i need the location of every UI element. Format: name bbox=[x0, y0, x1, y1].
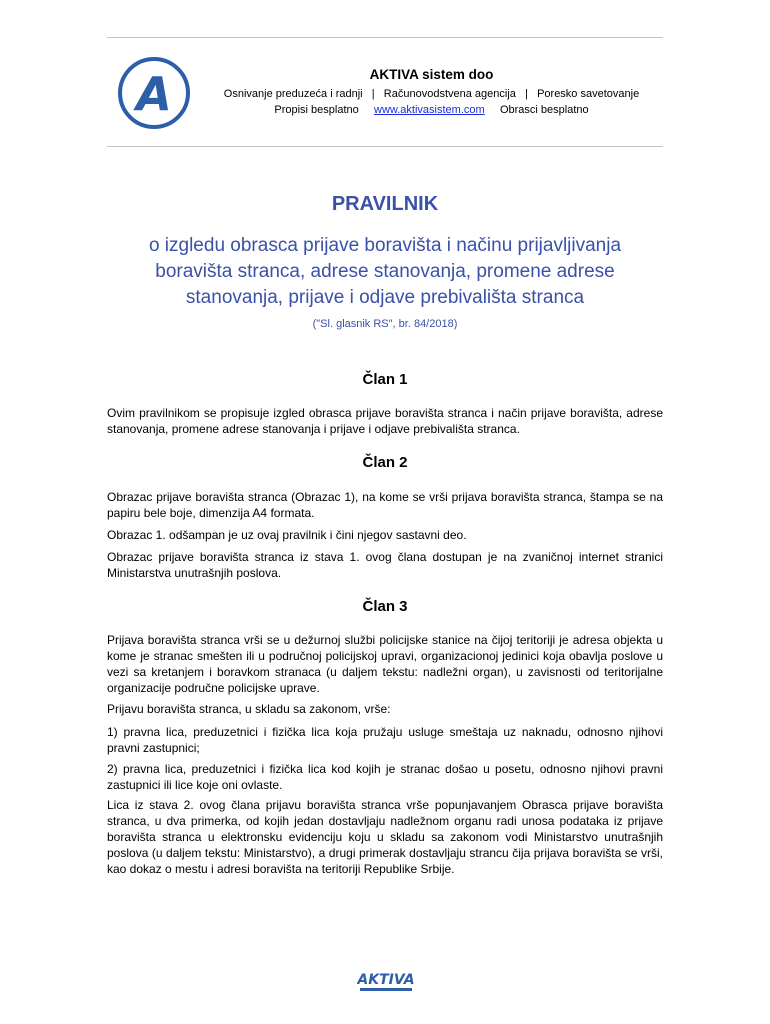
article-3-heading: Član 3 bbox=[362, 598, 408, 615]
subtitle-line: boravišta stranca, adrese stanovanja, promene adrese bbox=[155, 261, 615, 282]
article-3-paragraph-5: Lica iz stava 2. ovog člana prijavu boravišta stranca vrše popunjavanjem Obrasca prijave boravišta stranca, u dva primerka, od kojih jedan dostavljaju nadležnom organu radi unosa podataka iz prijave boravišta stranca u elektronsku evidenciju koju u skladu sa zakonom vodi Ministarstvo unutrašnjih poslova (u daljem tekstu: Ministarstvo), a drugi primerak dostavljaju strancu čija prijava boravišta se vrši, kao dokaz o mestu i adresi boravišta na teritoriji Republike Srbije. bbox=[107, 798, 663, 876]
article-3-paragraph-1: Prijava boravišta stranca vrši se u dežurnoj službi policijske stanice na čijoj teritoriji je adresa objekta u kome je stranac smešten ili u područnoj policijskoj upravi, organizacionoj jedinici koja obavlja poslove u vezi sa kretanjem i boravkom stranaca (u daljem tekstu: nadležni organ), u zavisnosti od teritorijalne organizacije područne policijske uprave. bbox=[107, 633, 663, 695]
subtitle-line: stanovanja, prijave i odjave prebivališta stranca bbox=[185, 287, 585, 308]
article-1-paragraph-1: Ovim pravilnikom se propisuje izgled obrasca prijave boravišta stranca i način prijave boravišta, adrese stanovanja, promene adrese stanovanja i prijave i odjave prebivališta stranca. bbox=[107, 406, 663, 436]
header-links bbox=[208, 102, 655, 118]
article-2-heading: Član 2 bbox=[362, 454, 408, 471]
article-2-paragraph-3: Obrazac prijave boravišta stranca iz stava 1. ovog člana dostupan je na zvaničnoj internet stranici Ministarstva unutrašnjih poslova. bbox=[107, 550, 663, 580]
services-line: Osnivanje preduzeća i radnji | Računovodstvena agencija | Poresko savetovanje bbox=[223, 88, 640, 100]
article-3-paragraph-2: Prijavu boravišta stranca, u skladu sa zakonom, vrše: bbox=[107, 702, 391, 716]
document-source: ("Sl. glasnik RS", br. 84/2018) bbox=[312, 318, 458, 330]
obrasci-link[interactable]: Obrasci besplatno bbox=[499, 104, 589, 116]
svg-text:AKTIVA: AKTIVA bbox=[357, 972, 415, 988]
company-header bbox=[208, 66, 655, 118]
aktiva-logo bbox=[117, 56, 191, 130]
website-link[interactable]: www.aktivasistem.com bbox=[374, 104, 485, 116]
article-2-paragraph-2: Obrazac 1. odšampan je uz ovaj pravilnik i čini njegov sastavni deo. bbox=[107, 528, 467, 542]
header-bottom-divider bbox=[107, 146, 663, 147]
svg-text:A: A bbox=[136, 67, 172, 121]
article-2-paragraph-1: Obrazac prijave boravišta stranca (Obrazac 1), na kome se vrši prijava boravišta stranca, štampa se na papiru bele boje, dimenzija A4 formata. bbox=[107, 490, 663, 520]
article-1-heading: Član 1 bbox=[362, 371, 408, 388]
document-subtitle bbox=[107, 233, 663, 311]
propisi-link[interactable]: Propisi besplatno bbox=[274, 104, 359, 116]
article-3-paragraph-4: 2) pravna lica, preduzetnici i fizička lica kod kojih je stranac došao u posetu, odnosno njihovi pravni zastupnici ili lice koje oni ovlaste. bbox=[107, 762, 663, 792]
footer-aktiva-logo bbox=[357, 968, 415, 996]
company-name: AKTIVA sistem doo bbox=[369, 67, 494, 82]
document-title: PRAVILNIK bbox=[331, 193, 439, 215]
subtitle-line: o izgledu obrasca prijave boravišta i načinu prijavljivanja bbox=[148, 235, 622, 256]
header-top-divider bbox=[107, 37, 663, 38]
article-3-paragraph-3: 1) pravna lica, preduzetnici i fizička lica koja pružaju usluge smeštaja uz naknadu, odnosno njihovi pravni zastupnici; bbox=[107, 725, 663, 755]
